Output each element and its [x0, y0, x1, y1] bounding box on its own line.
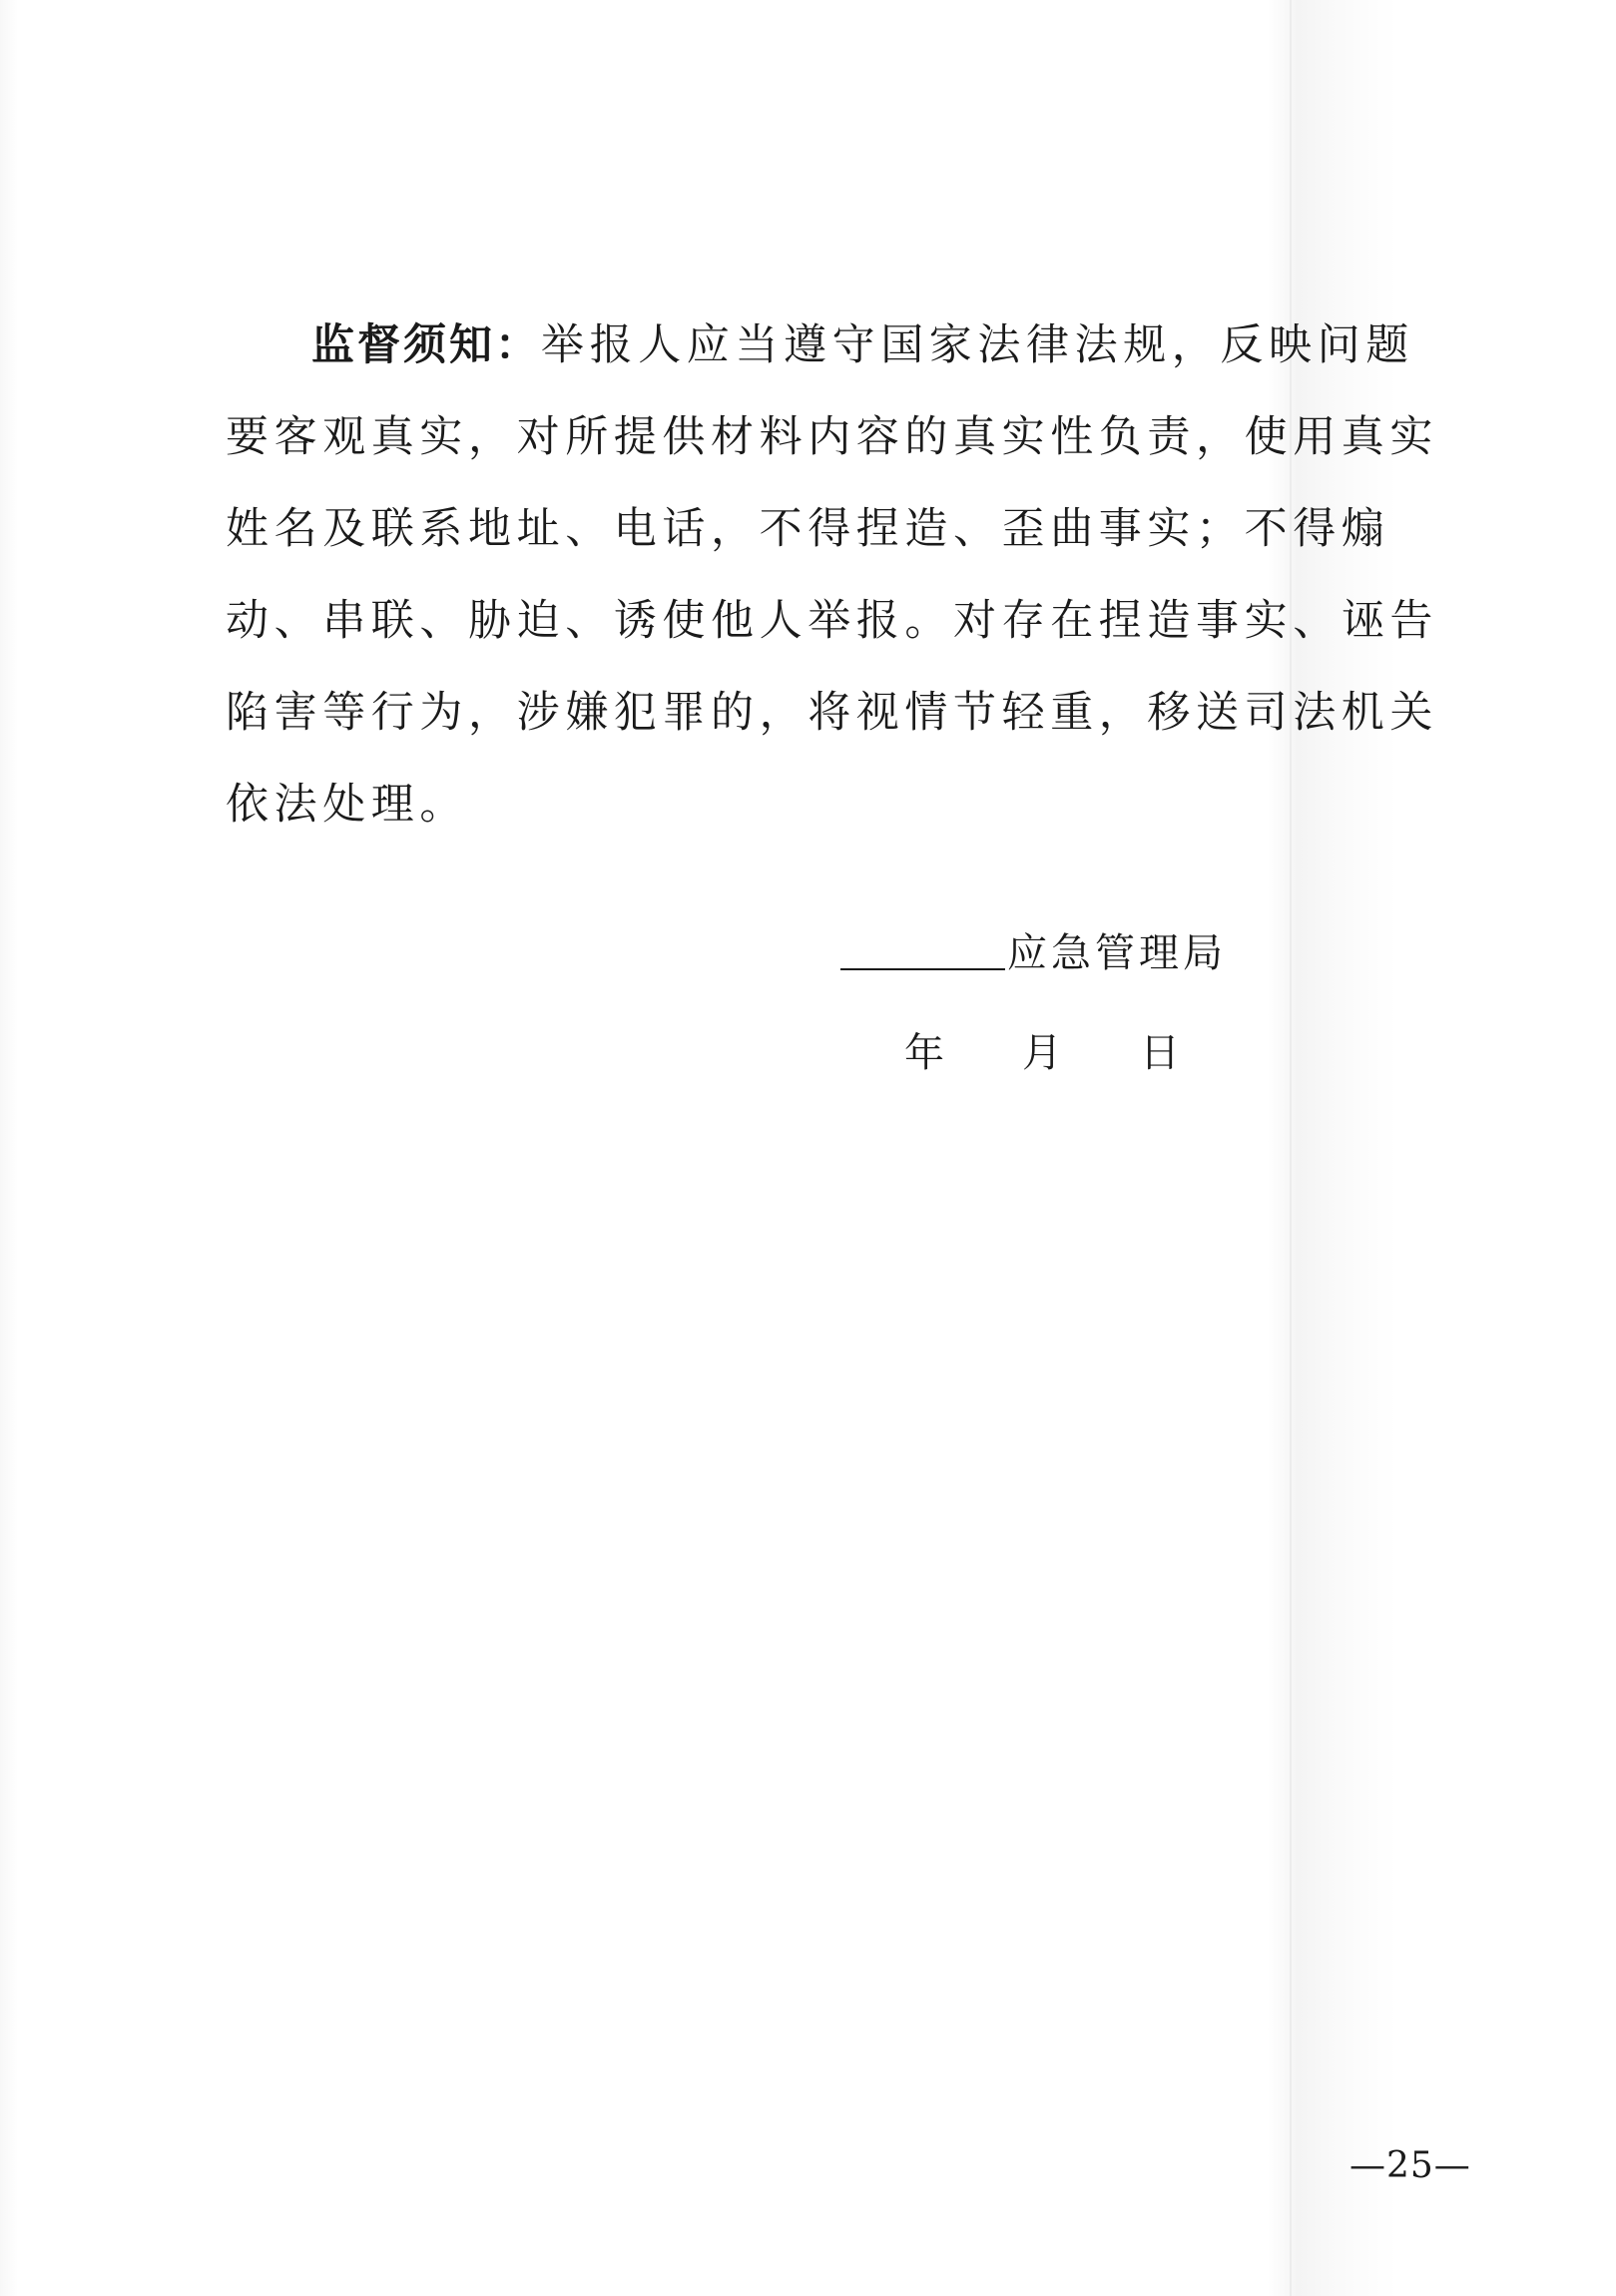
date-year-label: 年 — [904, 1030, 944, 1076]
date-month-label: 月 — [1022, 1030, 1062, 1076]
date-line — [904, 1028, 1180, 1078]
date-day-label: 日 — [1140, 1030, 1180, 1076]
supervision-notice — [226, 299, 1443, 851]
notice-title: 监督须知： — [311, 320, 541, 370]
signature-line — [840, 928, 1227, 978]
page-number: —25— — [1349, 2145, 1471, 2186]
notice-body: 举报人应当遵守国家法律法规，反映问题要客观真实，对所提供材料内容的真实性负责，使用真实姓名及联系地址、电话，不得捏造、歪曲事实；不得煽动、串联、胁迫、诱使他人举报。对存在捏造事实、诬告陷害等行为，涉嫌犯罪的，将视情节轻重，移送司法机关依法处理。 — [226, 320, 1438, 830]
signature-org: 应急管理局 — [1007, 930, 1227, 976]
signature-blank — [840, 968, 1005, 970]
